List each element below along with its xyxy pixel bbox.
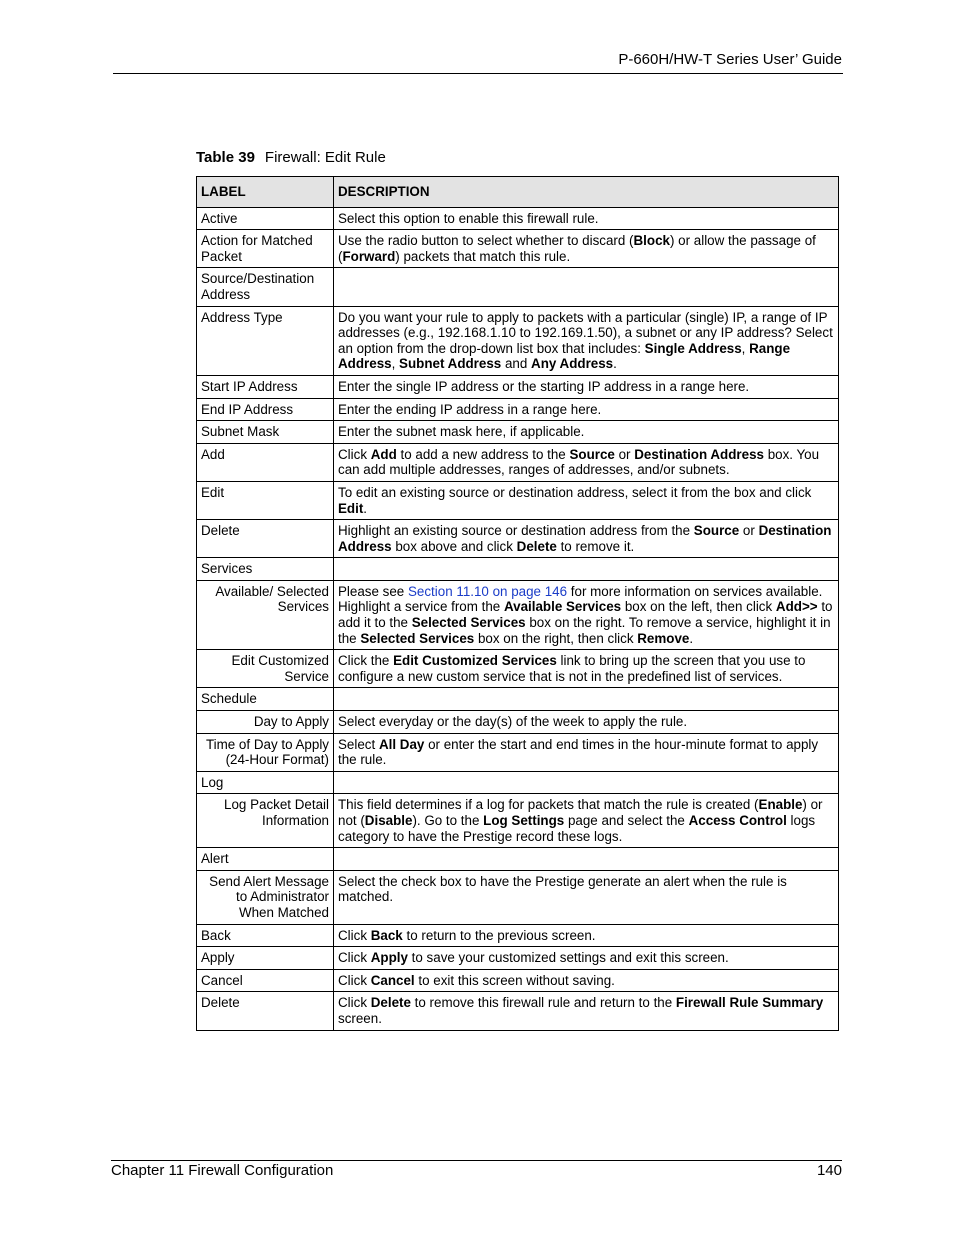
bold-term: Back: [370, 927, 403, 943]
footer-chapter: Chapter 11 Firewall Configuration: [111, 1162, 334, 1179]
table-row: [197, 207, 839, 230]
row-label: Time of Day to Apply (24-Hour Format): [197, 733, 334, 771]
table-row: [197, 969, 839, 992]
table-row: [197, 268, 839, 306]
table-row: [197, 230, 839, 268]
description-text: box above and click: [391, 538, 517, 554]
description-text: .: [613, 356, 617, 372]
row-label: Log Packet Detail Information: [197, 794, 334, 848]
description-text: box. You can add multiple addresses, ranges of addresses, and/or subnets.: [338, 446, 820, 478]
description-text: Please see: [338, 583, 408, 599]
description-text: Click: [338, 995, 371, 1011]
bold-term: Available Services: [503, 599, 622, 615]
bold-term: Selected Services: [360, 630, 475, 646]
description-text: Click: [338, 972, 371, 988]
row-label: Schedule: [197, 688, 334, 711]
table-row: [197, 848, 839, 871]
table-row: [197, 481, 839, 519]
footer-rule: [111, 1160, 842, 1161]
table-row: [197, 771, 839, 794]
row-label: Add: [197, 443, 334, 481]
bold-term: Block: [633, 233, 670, 249]
bold-term: Delete: [370, 995, 411, 1011]
row-label: Back: [197, 924, 334, 947]
description-text: Enter the subnet mask here, if applicable.: [338, 424, 585, 440]
bold-term: Range Address: [338, 340, 791, 372]
row-label: Address Type: [197, 306, 334, 375]
row-description: [334, 398, 839, 421]
description-text: or: [614, 446, 635, 462]
description-text: ,: [391, 356, 400, 372]
table-row: [197, 794, 839, 848]
table-row: [197, 924, 839, 947]
description-text: page and select the: [564, 813, 689, 828]
row-label: Apply: [197, 947, 334, 970]
bold-term: Subnet Address: [399, 356, 502, 372]
footer-page-number: 140: [816, 1162, 842, 1179]
table-caption-title: Firewall: Edit Rule: [264, 149, 386, 166]
row-description: [334, 230, 839, 268]
row-description: [334, 375, 839, 398]
row-description: [334, 794, 839, 848]
table-caption: [196, 149, 386, 166]
table-header-row: [197, 177, 839, 208]
description-text: to add it to the: [338, 599, 833, 631]
table-row: [197, 870, 839, 924]
row-description: [334, 421, 839, 444]
description-text: ) packets that match this rule.: [395, 248, 571, 264]
column-header-description: DESCRIPTION: [334, 177, 839, 208]
description-text: to remove it.: [556, 538, 635, 554]
row-label: Available/ Selected Services: [197, 580, 334, 649]
row-description: [334, 969, 839, 992]
row-label: Delete: [197, 520, 334, 558]
bold-term: All Day: [378, 736, 425, 752]
row-description: [334, 992, 839, 1030]
row-description: [334, 870, 839, 924]
description-text: Select the check box to have the Prestige generate an alert when the rule is matched.: [338, 873, 787, 905]
bold-term: Access Control: [688, 813, 787, 828]
row-label: Start IP Address: [197, 375, 334, 398]
row-description: [334, 650, 839, 688]
description-text: or enter the start and end times in the hour-minute format to apply the rule.: [338, 736, 819, 768]
description-text: Click the: [338, 653, 394, 669]
description-text: link to bring up the screen that you use to configure a new custom service that is not in the predefined list of services.: [338, 653, 806, 684]
table-row: [197, 398, 839, 421]
description-text: to remove this firewall rule and return to the: [410, 995, 676, 1011]
description-text: Enter the single IP address or the starting IP address in a range here.: [338, 378, 750, 394]
bold-term: Log Settings: [483, 813, 565, 828]
bold-term: Apply: [370, 950, 408, 966]
description-text: ,: [741, 340, 750, 356]
description-text: .: [689, 630, 694, 646]
row-label: Source/Destination Address: [197, 268, 334, 306]
bold-term: Selected Services: [411, 615, 526, 631]
description-text: Select everyday or the day(s) of the week to apply the rule.: [338, 714, 688, 730]
description-text: To edit an existing source or destination address, select it from the box and click: [338, 484, 812, 500]
description-text: Select: [338, 736, 379, 752]
description-text: ). Go to the: [412, 813, 484, 828]
row-description: [334, 268, 839, 306]
bold-term: Forward: [342, 248, 396, 264]
bold-term: Disable: [364, 813, 413, 828]
row-label: End IP Address: [197, 398, 334, 421]
header-rule: [113, 73, 843, 74]
column-header-label: LABEL: [197, 177, 334, 208]
table-caption-label: Table 39: [196, 149, 255, 166]
bold-term: Enable: [758, 797, 803, 813]
bold-term: Add: [370, 446, 397, 462]
row-description: [334, 848, 839, 871]
table-row: [197, 580, 839, 649]
header-title: P-660H/HW-T Series User’ Guide: [618, 51, 842, 68]
table-row: [197, 947, 839, 970]
description-text: to save your customized settings and exit this screen.: [407, 950, 729, 966]
description-text: and: [501, 356, 532, 372]
row-label: Services: [197, 558, 334, 581]
table-row: [197, 443, 839, 481]
table-row: [197, 306, 839, 375]
row-label: Action for Matched Packet: [197, 230, 334, 268]
description-text: .: [363, 500, 368, 516]
row-description: [334, 771, 839, 794]
row-description: [334, 558, 839, 581]
firewall-edit-rule-table: [196, 176, 839, 1031]
row-label: Alert: [197, 848, 334, 871]
row-description: [334, 207, 839, 230]
table-row: [197, 421, 839, 444]
table-row: [197, 520, 839, 558]
description-text: Do you want your rule to apply to packets with a particular (single) IP, a range of IP addresses (e.g., 192.168.1.10 to 192.169.1.50), a subnet or any IP address? Select an option from the drop-down list box that includes:: [338, 309, 833, 356]
bold-term: Add>>: [775, 599, 818, 615]
bold-term: Cancel: [370, 972, 415, 988]
row-label: Delete: [197, 992, 334, 1030]
bold-term: Any Address: [531, 356, 614, 372]
row-description: [334, 520, 839, 558]
bold-term: Edit Customized Services: [393, 653, 557, 669]
description-text: to exit this screen without saving.: [414, 972, 615, 988]
row-description: [334, 306, 839, 375]
bold-term: Source: [569, 446, 615, 462]
row-description: [334, 481, 839, 519]
row-label: Day to Apply: [197, 711, 334, 734]
row-label: Log: [197, 771, 334, 794]
description-text: box on the left, then click: [621, 599, 776, 615]
table-row: [197, 992, 839, 1030]
description-text: screen.: [338, 1010, 382, 1026]
description-text: This field determines if a log for packets that match the rule is created (: [338, 797, 759, 813]
description-text: Highlight an existing source or destination address from the: [338, 523, 694, 539]
bold-term: Edit: [338, 500, 364, 516]
bold-term: Single Address: [644, 340, 742, 356]
description-text: Use the radio button to select whether to discard (: [338, 233, 634, 249]
description-text: box on the right. To remove a service, highlight it in the: [338, 615, 831, 646]
description-text: to add a new address to the: [396, 446, 570, 462]
description-text: ) or allow the passage of (: [338, 233, 816, 264]
table-row: [197, 688, 839, 711]
bold-term: Destination Address: [338, 523, 832, 554]
row-label: Send Alert Message to Administrator When Matched: [197, 870, 334, 924]
description-text: Click: [338, 927, 371, 943]
bold-term: Source: [693, 523, 740, 539]
table-row: [197, 375, 839, 398]
table-row: [197, 650, 839, 688]
row-description: [334, 443, 839, 481]
row-description: [334, 580, 839, 649]
row-label: Subnet Mask: [197, 421, 334, 444]
description-text: for more information on services available. Highlight a service from the: [338, 583, 823, 615]
table-row: [197, 733, 839, 771]
bold-term: Remove: [637, 630, 690, 646]
description-text: Select this option to enable this firewall rule.: [338, 210, 599, 226]
description-text: box on the right, then click: [474, 630, 638, 646]
table-body: [197, 207, 839, 1030]
table-row: [197, 558, 839, 581]
row-description: [334, 947, 839, 970]
description-text: logs category to have the Prestige record these logs.: [338, 813, 816, 844]
row-description: [334, 688, 839, 711]
description-text: ) or not (: [338, 797, 823, 828]
row-label: Cancel: [197, 969, 334, 992]
row-label: Edit Customized Service: [197, 650, 334, 688]
description-text: Click: [338, 446, 371, 462]
bold-term: Destination Address: [634, 446, 764, 462]
table-row: [197, 711, 839, 734]
bold-term: Firewall Rule Summary: [675, 995, 824, 1011]
description-text: Enter the ending IP address in a range here.: [338, 401, 602, 417]
row-description: [334, 711, 839, 734]
row-label: Active: [197, 207, 334, 230]
section-link[interactable]: Section 11.10 on page 146: [407, 583, 568, 599]
row-description: [334, 924, 839, 947]
description-text: Click: [338, 950, 371, 966]
bold-term: Delete: [516, 538, 557, 554]
description-text: to return to the previous screen.: [402, 927, 596, 943]
description-text: or: [739, 523, 759, 539]
row-label: Edit: [197, 481, 334, 519]
row-description: [334, 733, 839, 771]
